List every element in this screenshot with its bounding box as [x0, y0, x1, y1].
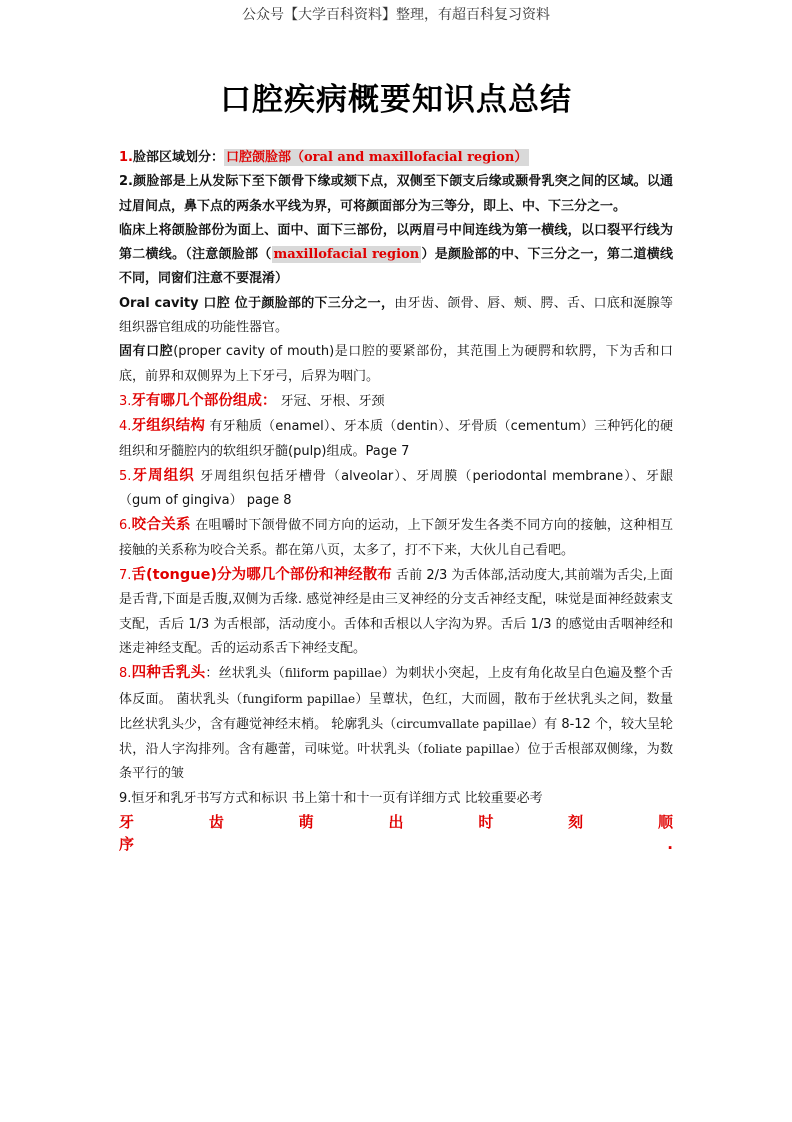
section-7-number: 7.	[119, 568, 132, 584]
section-2-term: maxillofacial region	[273, 247, 420, 263]
eruption-char: 牙	[119, 813, 135, 832]
eruption-char: 萌	[298, 813, 314, 832]
section-5-number: 5.	[119, 468, 132, 484]
section-8-text-4: ）有 8-12 个，较大呈轮状，沿人字沟排列。含有趣蕾，司味觉。叶状乳头（	[119, 716, 673, 758]
section-4-body: 有牙釉质（enamel）、牙本质（dentin）、牙骨质（cementum）三种钙化的硬组织和牙髓腔内的软组织牙髓(pulp)组成。Page 7	[119, 419, 674, 459]
section-7-body: 舌前 2/3 为舌体部,活动度大,其前端为舌尖,上面是舌背,下面是舌腹,双侧为舌缘. 感觉神经是由三叉神经的分支舌神经支配，味觉是面神经鼓索支支配，舌后 1/3 为舌根部，活动度小。舌体和舌根以人字沟为界。舌后 1/3 的感觉由舌咽神经和迷走神经支配。舌的运动系舌下神经支配。	[119, 568, 673, 656]
section-2-text-a: 临床上将颌脸部份为面上、面中、面下三部份，以两眉弓中间连线为第一横线，以口裂平行线为第二横线。（注意颌脸部（	[119, 222, 673, 263]
eruption-char: 出	[388, 813, 404, 832]
section-8-text-1: ：丝状乳头（	[205, 666, 285, 682]
section-8-text-3: ）呈蕈状，色红，大而圆，散布于丝状乳头之间，数量比丝状乳头少，含有趣觉神经末梢。 轮廓乳头（	[119, 691, 673, 732]
section-8-term-2: fungiform papillae	[242, 691, 356, 706]
section-3-heading: 牙有哪几个部份组成：	[131, 392, 277, 409]
eruption-char: 齿	[208, 813, 224, 832]
section-1-term: 口腔颌脸部（oral and maxillofacial region）	[226, 150, 528, 165]
eruption-char: 顺	[657, 813, 673, 832]
section-7	[119, 563, 673, 661]
eruption-dot: .	[667, 835, 673, 854]
section-8-text-2: ）为刺状小突起，上皮有角化故呈白色遍及整个舌体反面。 菌状乳头（	[119, 666, 673, 707]
section-2-paragraph-1: 2.颜脸部是上从发际下至下颌骨下缘或颏下点，双侧至下颌支后缘或颞骨乳突之间的区域。以通过眉间点，鼻下点的两条水平线为界，可将颜面部分为三等分，即上、中、下三分之一。	[119, 174, 673, 214]
eruption-char: 时	[478, 813, 494, 832]
page-header: 公众号【大学百科资料】整理，有超百科复习资料	[242, 7, 550, 23]
proper-cavity-bold: 固有口腔	[119, 344, 174, 360]
oral-cavity-text: 由牙齿、颌骨、唇、颊、腭、舌、口底和涎腺等组织器官组成的功能性器官。	[119, 295, 673, 336]
proper-cavity-text: (proper cavity of mouth)是口腔的要紧部份，其范围上为硬腭和软腭，下为舌和口底，前界和双侧界为上下牙弓，后界为咽门。	[119, 344, 673, 384]
section-1-label: 脸部区域划分：	[132, 150, 224, 165]
page-title: 口腔疾病概要知识点总结	[220, 82, 572, 118]
document-body	[119, 146, 673, 855]
section-2-paragraph-2	[119, 219, 673, 292]
eruption-char: 序	[119, 835, 135, 854]
section-1	[119, 146, 673, 170]
section-3	[119, 389, 673, 414]
section-6	[119, 513, 673, 563]
section-8	[119, 661, 673, 786]
section-2-text-b: ）是颜脸部的中、下三分之一，第二道横线不同，同窗们注意不要混淆）	[119, 247, 673, 287]
section-3-number: 3.	[119, 393, 132, 409]
eruption-heading-line-1	[119, 811, 673, 833]
section-8-heading: 四种舌乳头	[131, 665, 206, 682]
section-4	[119, 414, 673, 464]
section-8-term-4: foliate papillae	[423, 742, 515, 757]
section-5-heading: 牙周组织	[131, 467, 195, 484]
section-8-term-3: circumvallate papillae	[396, 716, 532, 731]
section-4-number: 4.	[119, 419, 132, 435]
oral-cavity-paragraph	[119, 292, 673, 341]
section-8-text-5: ）位于舌根部双侧缘，为数条平行的皱	[119, 742, 673, 782]
eruption-heading-line-2	[119, 833, 673, 855]
section-5-body: 牙周组织包括牙槽骨（alveolar）、牙周膜（periodontal membrane）、牙龈（gum of gingiva） page 8	[119, 468, 673, 509]
section-9: 9.恒牙和乳牙书写方式和标识 书上第十和十一页有详细方式 比较重要必考	[119, 790, 543, 806]
oral-cavity-bold: Oral cavity 口腔 位于颜脸部的下三分之一，	[119, 295, 395, 311]
section-1-number: 1.	[119, 150, 133, 165]
section-5	[119, 464, 673, 514]
section-3-body: 牙冠、牙根、牙颈	[276, 393, 385, 409]
section-6-body: 在咀嚼时下颌骨做不同方向的运动，上下颌牙发生各类不同方向的接触，这种相互接触的关系称为咬合关系。都在第八页，太多了，打不下来，大伙儿自己看吧。	[119, 518, 674, 558]
section-8-term-1: filiform papillae	[284, 666, 382, 681]
section-4-heading: 牙组织结构	[131, 418, 205, 435]
proper-cavity-paragraph	[119, 340, 673, 389]
section-6-number: 6.	[119, 518, 132, 534]
section-7-heading: 舌(tongue)分为哪几个部份和神经散布	[131, 567, 392, 584]
section-8-number: 8.	[119, 666, 132, 682]
eruption-char: 刻	[568, 813, 584, 832]
section-6-heading: 咬合关系	[131, 517, 191, 534]
